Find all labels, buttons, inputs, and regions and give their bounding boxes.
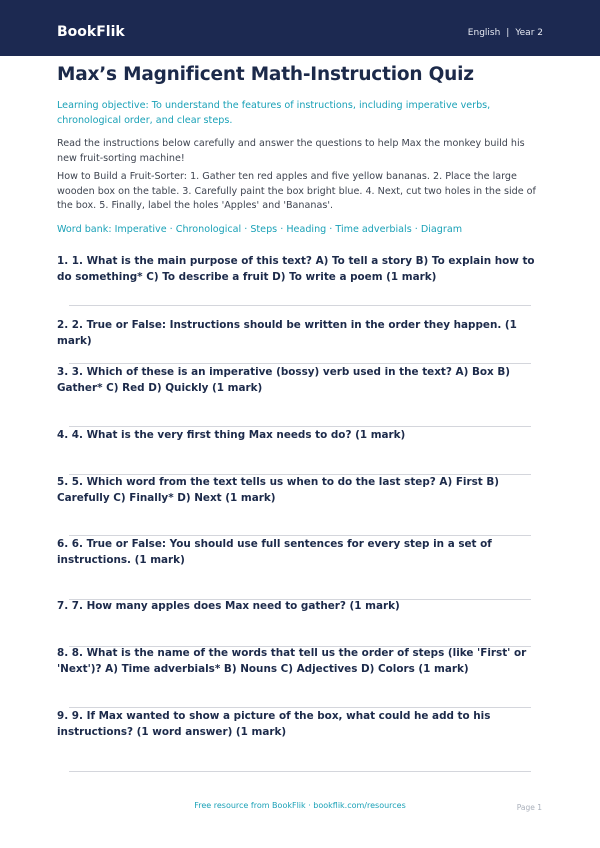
question-7: 7. 7. How many apples does Max need to gather? (1 mark) — [57, 600, 400, 612]
page-title: Max’s Magnificent Math-Instruction Quiz — [57, 64, 474, 85]
brand-logo[interactable]: BookFlik — [57, 24, 125, 40]
header-meta — [468, 28, 543, 38]
page-number: Page 1 — [516, 803, 542, 812]
learning-objective: Learning objective: To understand the features of instructions, including imperative verbs, chronological order, and clear steps. — [57, 100, 491, 126]
question-8: 8. 8. What is the name of the words that tell us the order of steps (like 'First' or 'Next')? A) Time adverbials* B) Nouns C) Adjectives D) Colors (1 mark) — [57, 647, 527, 675]
subject-label: English — [467, 28, 501, 38]
intro-text: Read the instructions below carefully and answer the questions to help Max the monkey build his new fruit-sorting machine! — [57, 138, 525, 164]
question-9: 9. 9. If Max wanted to show a picture of the box, what could he add to his instructions? (1 word answer) (1 mark) — [57, 710, 491, 738]
source-instructions: How to Build a Fruit-Sorter: 1. Gather ten red apples and five yellow bananas. 2. Place the large wooden box on the table. 3. Carefully paint the box bright blue. 4. Next, cut two holes in the side of the box. 5. Finally, label the holes 'Apples' and 'Bananas'. — [57, 171, 536, 211]
question-6: 6. 6. True or False: You should use full sentences for every step in a set of instructions. (1 mark) — [57, 538, 492, 566]
answer-line-1[interactable] — [69, 305, 531, 306]
page-header — [0, 0, 600, 56]
meta-separator: | — [506, 28, 510, 38]
year-label: Year 2 — [515, 28, 543, 38]
footer-credit[interactable]: Free resource from BookFlik · bookflik.com/resources — [194, 801, 406, 810]
question-2: 2. 2. True or False: Instructions should be written in the order they happen. (1 mark) — [57, 319, 517, 347]
question-1: 1. 1. What is the main purpose of this text? A) To tell a story B) To explain how to do something* C) To describe a fruit D) To write a poem (1 mark) — [57, 255, 535, 283]
word-bank: Word bank: Imperative · Chronological · Steps · Heading · Time adverbials · Diagram — [57, 224, 463, 235]
question-4: 4. 4. What is the very first thing Max needs to do? (1 mark) — [57, 429, 406, 441]
question-5: 5. 5. Which word from the text tells us when to do the last step? A) First B) Carefully C) Finally* D) Next (1 mark) — [57, 476, 500, 504]
footer-divider — [69, 771, 531, 772]
question-3: 3. 3. Which of these is an imperative (bossy) verb used in the text? A) Box B) Gather* C) Red D) Quickly (1 mark) — [57, 366, 510, 394]
